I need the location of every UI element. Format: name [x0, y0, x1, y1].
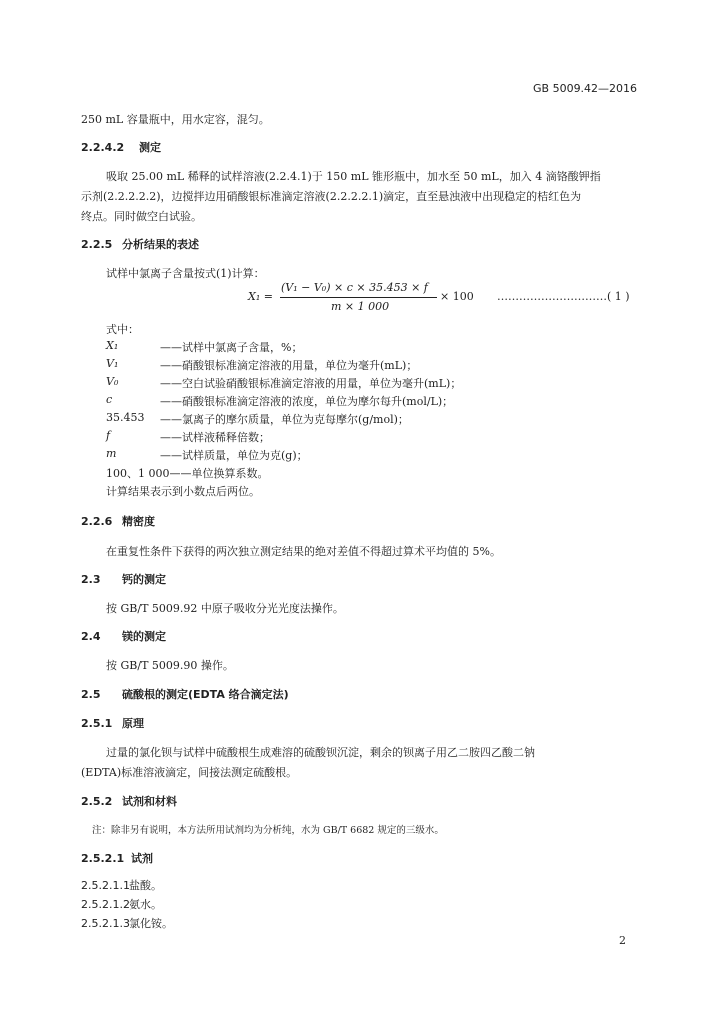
paragraph-line: 吸取 25.00 mL 稀释的试样溶液(2.2.4.1)于 150 mL 锥形瓶中，加水至 50 mL，加入 4 滴铬酸钾指	[106, 170, 601, 183]
fraction-bar	[280, 297, 437, 298]
formula-numerator: (V₁ − V₀) × c × 35.453 × f	[281, 281, 428, 294]
section-title: 镁的测定	[122, 630, 166, 643]
def-symbol: X₁	[106, 339, 119, 352]
section-title: 试剂	[131, 852, 153, 865]
paragraph-text: 在重复性条件下获得的两次独立测定结果的绝对差值不得超过算术平均值的 5%。	[106, 545, 501, 558]
where-label: 式中：	[106, 323, 139, 336]
section-heading-2-4	[81, 628, 166, 644]
page-number: 2	[619, 934, 626, 947]
item-number: 2.5.2.1.1	[81, 879, 130, 892]
section-heading-2-3	[81, 571, 166, 587]
formula-denominator: m × 1 000	[331, 300, 390, 313]
def-description: ——试样中氯离子含量，%；	[160, 341, 303, 354]
section-number: 2.3	[81, 573, 101, 586]
paragraph-text: 按 GB/T 5009.92 中原子吸收分光光度法操作。	[106, 602, 344, 615]
section-title: 硫酸根的测定(EDTA 络合滴定法)	[122, 688, 289, 701]
formula-lhs: X₁ =	[248, 290, 273, 303]
def-symbol: c	[106, 393, 113, 406]
paragraph-text: 按 GB/T 5009.90 操作。	[106, 659, 234, 672]
section-number: 2.2.6	[81, 515, 113, 528]
paragraph-line: 终点。同时做空白试验。	[81, 210, 202, 223]
section-title: 精密度	[122, 515, 155, 528]
item-name: 氨水。	[129, 898, 162, 911]
paragraph-line: 过量的氯化钡与试样中硫酸根生成难溶的硫酸钡沉淀，剩余的钡离子用乙二胺四乙酸二钠	[106, 746, 535, 759]
def-symbol: V₀	[106, 375, 119, 388]
section-title: 钙的测定	[122, 573, 166, 586]
section-number: 2.2.4.2	[81, 141, 125, 154]
formula-multiplier: × 100	[440, 290, 474, 303]
def-symbol: 35.453	[106, 411, 145, 424]
reagent-note: 注：除非另有说明，本方法所用试剂均为分析纯，水为 GB/T 6682 规定的三级水。	[92, 825, 444, 836]
section-heading-2-5-2	[81, 793, 177, 809]
def-description: ——空白试验硝酸银标准滴定溶液的用量，单位为毫升(mL)；	[160, 377, 462, 390]
list-item	[81, 896, 162, 912]
section-number: 2.5.2	[81, 795, 113, 808]
def-description: ——试样液稀释倍数；	[160, 431, 270, 444]
item-name: 盐酸。	[129, 879, 162, 892]
def-symbol: m	[106, 447, 117, 460]
section-number: 2.5	[81, 688, 101, 701]
list-item	[81, 915, 173, 931]
continuation-text: 250 mL 容量瓶中，用水定容，混匀。	[81, 113, 270, 126]
item-number: 2.5.2.1.2	[81, 898, 130, 911]
paragraph-line: 示剂(2.2.2.2.2)，边搅拌边用硝酸银标准滴定溶液(2.2.2.2.1)滴定，直至悬浊液中出现稳定的桔红色为	[81, 190, 582, 203]
section-heading-2-5-1	[81, 715, 144, 731]
def-symbol: f	[106, 429, 111, 442]
def-last: 100、1 000——单位换算系数。	[106, 467, 269, 480]
document-number: GB 5009.42—2016	[533, 82, 638, 95]
section-heading-2-5-2-1	[81, 850, 153, 866]
list-item	[81, 877, 162, 893]
def-symbol: V₁	[106, 357, 119, 370]
section-heading-2-2-6	[81, 513, 155, 529]
section-title: 试剂和材料	[122, 795, 177, 808]
section-title: 原理	[122, 717, 144, 730]
section-title: 分析结果的表述	[122, 238, 199, 251]
equation-number: …………………………( 1 )	[497, 290, 630, 303]
section-number: 2.5.2.1	[81, 852, 125, 865]
paragraph-line: (EDTA)标准溶液滴定，间接法测定硫酸根。	[81, 766, 298, 779]
def-description: ——硝酸银标准滴定溶液的浓度，单位为摩尔每升(mol/L)；	[160, 395, 454, 408]
section-heading-2-2-5	[81, 236, 199, 252]
def-description: ——硝酸银标准滴定溶液的用量，单位为毫升(mL)；	[160, 359, 418, 372]
section-number: 2.5.1	[81, 717, 113, 730]
result-note: 计算结果表示到小数点后两位。	[106, 485, 260, 498]
section-heading-2-2-4-2	[81, 139, 161, 155]
def-description: ——试样质量，单位为克(g)；	[160, 449, 308, 462]
item-name: 氯化铵。	[129, 917, 173, 930]
formula-intro: 试样中氯离子含量按式(1)计算：	[106, 267, 265, 280]
section-number: 2.2.5	[81, 238, 113, 251]
item-number: 2.5.2.1.3	[81, 917, 130, 930]
section-title: 测定	[139, 141, 161, 154]
section-heading-2-5	[81, 686, 289, 702]
section-number: 2.4	[81, 630, 101, 643]
def-description: ——氯离子的摩尔质量，单位为克每摩尔(g/mol)；	[160, 413, 409, 426]
